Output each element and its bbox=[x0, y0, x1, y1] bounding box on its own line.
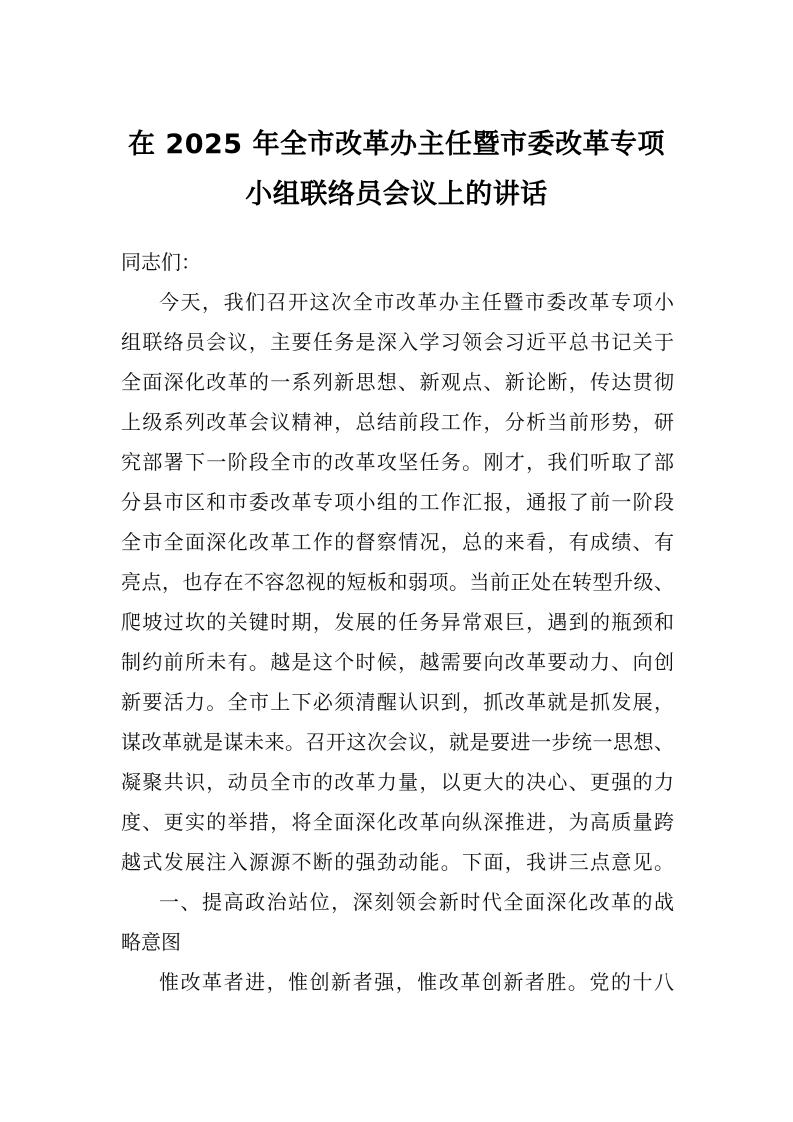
paragraph-1-line: 制约前所未有。越是这个时候，越需要向改革要动力、向创 bbox=[121, 650, 674, 674]
document-title-line-1: 在 2025 年全市改革办主任暨市委改革专项 bbox=[128, 129, 665, 160]
paragraph-1-line: 究部署下一阶段全市的改革攻坚任务。刚才，我们听取了部 bbox=[121, 450, 674, 474]
salutation: 同志们： bbox=[121, 250, 201, 274]
paragraph-1-line: 度、更实的举措，将全面深化改革向纵深推进，为高质量跨 bbox=[121, 810, 674, 834]
paragraph-1-line: 爬坡过坎的关键时期，发展的任务异常艰巨，遇到的瓶颈和 bbox=[121, 610, 674, 634]
paragraph-1-line: 组联络员会议，主要任务是深入学习领会习近平总书记关于 bbox=[121, 330, 674, 354]
paragraph-1-line: 谋改革就是谋未来。召开这次会议，就是要进一步统一思想、 bbox=[121, 730, 674, 754]
paragraph-1-line: 上级系列改革会议精神，总结前段工作，分析当前形势，研 bbox=[121, 410, 674, 434]
section-heading-line: 一、提高政治站位，深刻领会新时代全面深化改革的战 bbox=[159, 890, 674, 914]
paragraph-1-line: 亮点，也存在不容忽视的短板和弱项。当前正处在转型升级、 bbox=[121, 570, 674, 594]
paragraph-1-line: 全面深化改革的一系列新思想、新观点、新论断，传达贯彻 bbox=[121, 370, 674, 394]
section-heading-line: 略意图 bbox=[121, 930, 181, 954]
paragraph-1-line: 新要活力。全市上下必须清醒认识到，抓改革就是抓发展， bbox=[121, 690, 674, 714]
paragraph-2-line: 惟改革者进，惟创新者强，惟改革创新者胜。党的十八 bbox=[159, 970, 674, 994]
document-title-line-2: 小组联络员会议上的讲话 bbox=[245, 179, 548, 210]
paragraph-1-line: 分县市区和市委改革专项小组的工作汇报，通报了前一阶段 bbox=[121, 490, 674, 514]
paragraph-1-line: 凝聚共识，动员全市的改革力量，以更大的决心、更强的力 bbox=[121, 770, 674, 794]
paragraph-1-line: 今天，我们召开这次全市改革办主任暨市委改革专项小 bbox=[159, 290, 674, 314]
paragraph-1-line: 越式发展注入源源不断的强劲动能。下面，我讲三点意见。 bbox=[121, 850, 674, 874]
paragraph-1-line: 全市全面深化改革工作的督察情况，总的来看，有成绩、有 bbox=[121, 530, 674, 554]
